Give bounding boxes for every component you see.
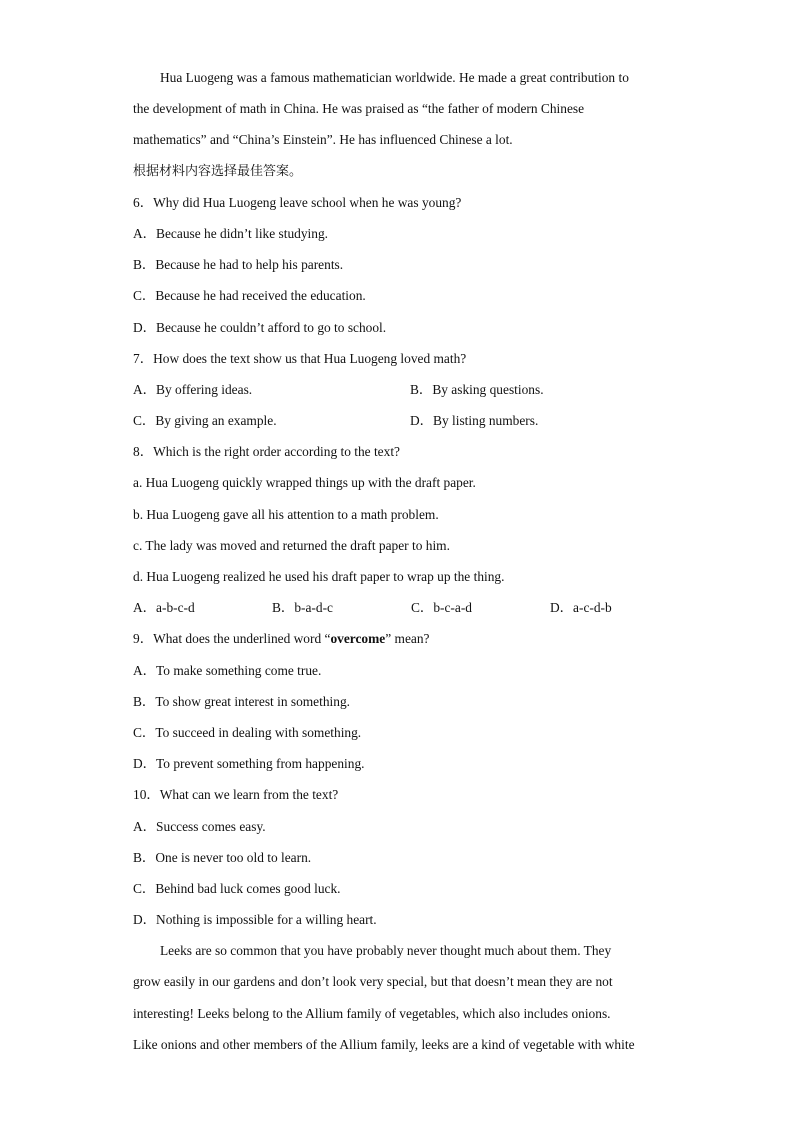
passage-hua-luogeng [133,62,661,156]
question-8 [133,436,661,623]
options-row [133,374,661,405]
option-a: A．To make something come true. [133,662,322,678]
options-row [133,405,661,436]
option-c: C．b-c-a-d [411,600,472,616]
passage-line: Leeks are so common that you have probably never thought much about them. They [160,943,612,959]
keyword-overcome: overcome [330,631,386,647]
option-d: D．By listing numbers. [410,413,539,429]
option-a: A．a-b-c-d [133,600,195,616]
option-b: B．Because he had to help his parents. [133,257,344,273]
option-d: D．Nothing is impossible for a willing heart. [133,912,377,928]
question-9 [133,623,661,779]
document-body [133,62,661,1060]
option-c: C．By giving an example. [133,413,277,429]
passage-line: Like onions and other members of the Allium family, leeks are a kind of vegetable with white [133,1036,635,1052]
option-d: D．a-c-d-b [550,600,612,616]
passage-line: interesting! Leeks belong to the Allium family of vegetables, which also includes onions. [133,1005,611,1021]
question-7 [133,343,661,437]
event-b: b. Hua Luogeng gave all his attention to a math problem. [133,506,439,522]
option-b: B．b-a-d-c [272,600,333,616]
event-a: a. Hua Luogeng quickly wrapped things up with the draft paper. [133,475,476,491]
options-row [133,592,661,623]
option-b: B．To show great interest in something. [133,693,351,709]
option-d: D．Because he couldn’t afford to go to school. [133,319,387,335]
option-c: C．Behind bad luck comes good luck. [133,880,341,896]
passage-leeks [133,935,661,1060]
option-b: B．One is never too old to learn. [133,849,312,865]
option-c: C．To succeed in dealing with something. [133,724,362,740]
passage-line: the development of math in China. He was praised as “the father of modern Chinese [133,101,585,117]
option-a: A．Because he didn’t like studying. [133,225,329,241]
passage-line: mathematics” and “China’s Einstein”. He has influenced Chinese a lot. [133,132,513,148]
option-b: B．By asking questions. [410,381,544,397]
question-stem: 7．How does the text show us that Hua Luogeng loved math? [133,350,467,366]
passage-line: grow easily in our gardens and don’t look very special, but that doesn’t mean they are not [133,974,613,990]
stem-after: ” mean? [385,631,430,647]
option-a: A．Success comes easy. [133,818,266,834]
stem-before: 9．What does the underlined word “ [133,631,331,647]
instruction-text: 根据材料内容选择最佳答案。 [133,163,303,179]
question-stem: 6．Why did Hua Luogeng leave school when he was young? [133,194,462,210]
question-stem [133,623,661,654]
option-a: A．By offering ideas. [133,381,253,397]
option-c: C．Because he had received the education. [133,288,366,304]
question-10 [133,779,661,935]
question-stem: 8．Which is the right order according to the text? [133,444,400,460]
question-6 [133,187,661,343]
event-c: c. The lady was moved and returned the draft paper to him. [133,537,450,553]
event-d: d. Hua Luogeng realized he used his draft paper to wrap up the thing. [133,569,505,584]
option-d: D．To prevent something from happening. [133,756,365,772]
passage-line: Hua Luogeng was a famous mathematician worldwide. He made a great contribution to [160,70,629,85]
question-stem: 10．What can we learn from the text? [133,787,339,803]
